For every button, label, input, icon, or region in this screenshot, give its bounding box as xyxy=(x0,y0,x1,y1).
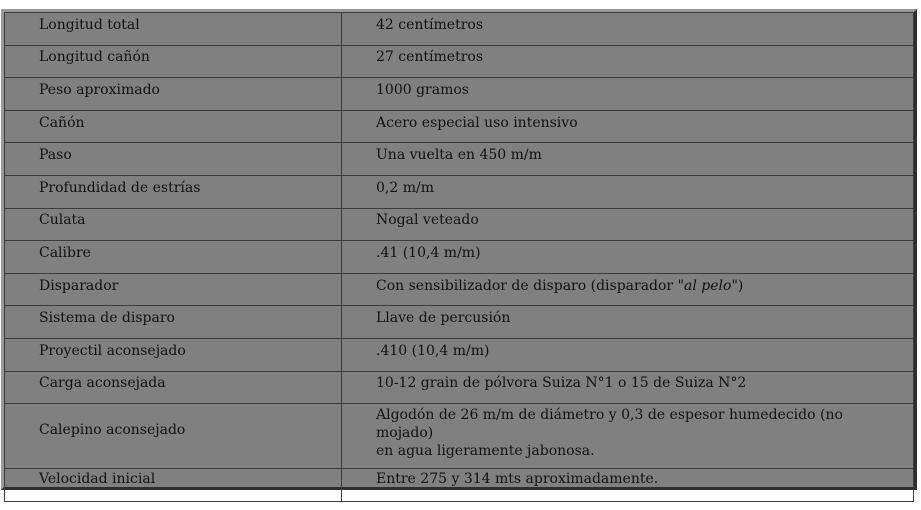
row-value: .410 (10,4 m/m) xyxy=(342,338,914,371)
specs-table-frame xyxy=(1,9,917,490)
row-key: Disparador xyxy=(5,273,342,306)
row-key: Calepino aconsejado xyxy=(5,404,342,469)
row-key: Culata xyxy=(5,208,342,241)
table-row xyxy=(5,338,914,371)
row-key: Longitud cañón xyxy=(5,45,342,78)
table-row xyxy=(5,306,914,339)
row-key: Sistema de disparo xyxy=(5,306,342,339)
row-key: Peso aproximado xyxy=(5,78,342,111)
table-row xyxy=(5,45,914,78)
row-value: Llave de percusión xyxy=(342,306,914,339)
table-row xyxy=(5,78,914,111)
row-value: Entre 275 y 314 mts aproximadamente. xyxy=(342,469,914,502)
row-value: 0,2 m/m xyxy=(342,175,914,208)
specs-table xyxy=(4,12,914,502)
table-row xyxy=(5,469,914,502)
row-key: Velocidad inicial xyxy=(5,469,342,502)
row-value: 27 centímetros xyxy=(342,45,914,78)
row-value: Nogal veteado xyxy=(342,208,914,241)
row-value: Acero especial uso intensivo xyxy=(342,110,914,143)
table-row xyxy=(5,175,914,208)
row-value xyxy=(342,404,914,469)
value-line: Algodón de 26 m/m de diámetro y 0,3 de espesor humedecido (no mojado) xyxy=(376,407,843,442)
table-row xyxy=(5,404,914,469)
row-key: Longitud total xyxy=(5,13,342,46)
row-key: Calibre xyxy=(5,241,342,274)
row-key: Proyectil aconsejado xyxy=(5,338,342,371)
row-value: 10-12 grain de pólvora Suiza N°1 o 15 de Suiza N°2 xyxy=(342,371,914,404)
value-text: Con sensibilizador de disparo (disparador " xyxy=(376,277,685,294)
table-row xyxy=(5,273,914,306)
row-value: .41 (10,4 m/m) xyxy=(342,241,914,274)
table-row xyxy=(5,13,914,46)
table-row xyxy=(5,371,914,404)
row-key: Profundidad de estrías xyxy=(5,175,342,208)
row-value xyxy=(342,273,914,306)
row-value: 42 centímetros xyxy=(342,13,914,46)
table-row xyxy=(5,143,914,176)
value-text: ") xyxy=(731,277,744,294)
value-italic-text: al pelo xyxy=(684,277,732,294)
value-line: en agua ligeramente jabonosa. xyxy=(376,443,595,460)
row-value: 1000 gramos xyxy=(342,78,914,111)
row-value: Una vuelta en 450 m/m xyxy=(342,143,914,176)
row-key: Paso xyxy=(5,143,342,176)
table-row xyxy=(5,208,914,241)
row-key: Cañón xyxy=(5,110,342,143)
row-key: Carga aconsejada xyxy=(5,371,342,404)
table-row xyxy=(5,241,914,274)
table-row xyxy=(5,110,914,143)
